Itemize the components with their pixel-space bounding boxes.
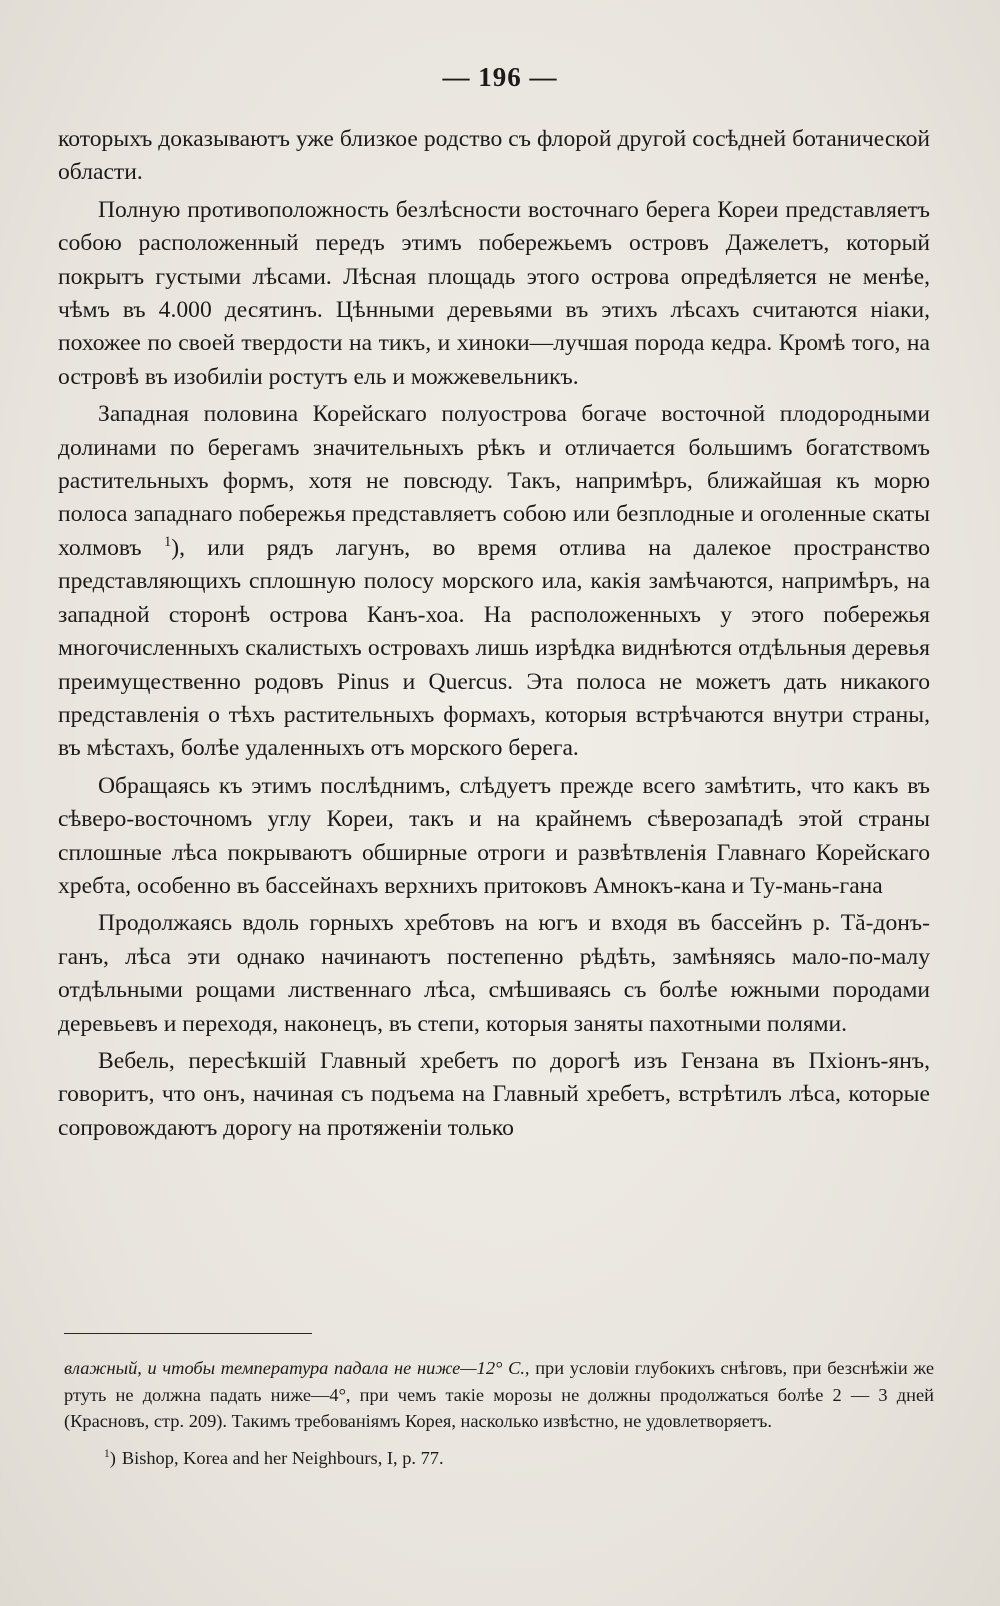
footnote-reference: 1 bbox=[163, 534, 172, 551]
footnote-1: $^1$) Bishop, Korea and her Neighbours, I, p. 77. bbox=[104, 1447, 444, 1468]
footnote-continued bbox=[64, 1355, 934, 1435]
paragraph-5: Продолжаясь вдоль горныхъ хребтовъ на югъ и входя въ бассейнъ р. Тă-донъ-ганъ, лѣса эти однако начинаютъ постепенно рѣдѣть, замѣняясь мало-по-малу отдѣльными рощами лиственнаго лѣса, смѣшиваясь съ болѣе южными породами деревьевъ и переходя, наконецъ, въ степи, которыя заняты пахотными полями. bbox=[58, 910, 930, 1037]
paragraph-6: Вебель, пересѣкшій Главный хребетъ по дорогѣ изъ Гензана въ Пхіонъ-янъ, говоритъ, что онъ, начиная съ подъема на Главный хребетъ, встрѣтилъ лѣса, которые сопровождаютъ дорогу на протяженіи только bbox=[58, 1047, 930, 1141]
footnotes bbox=[64, 1355, 934, 1471]
paragraph-2: Полную противоположность безлѣсности восточнаго берега Кореи представляетъ собою расположенный передъ этимъ побережьемъ островъ Дажелетъ, который покрытъ густыми лѣсами. Лѣсная площадь этого острова опредѣляется не менѣе, чѣмъ въ 4.000 десятинъ. Цѣнными деревьями въ этихъ лѣсахъ считаются ніаки, похожее по своей твердости на тикъ, и хиноки—лучшая порода кедра. Кромѣ того, на островѣ въ изобиліи ростутъ ель и можжевельникъ. bbox=[58, 196, 930, 390]
page-number: — 196 — bbox=[442, 62, 558, 92]
footnote-1-marker: 1 bbox=[104, 1447, 110, 1460]
paragraph-4: Обращаясь къ этимъ послѣднимъ, слѣдуетъ прежде всего замѣтить, что какъ въ сѣверо-восточномъ углу Кореи, такъ и на крайнемъ сѣверозападѣ этой страны сплошные лѣса покрываютъ обширные отроги и развѣтвленія Главнаго Корейскаго хребта, особенно въ бассейнахъ верхнихъ притоковъ Амнокъ-кана и Ту-мань-гана bbox=[58, 772, 930, 899]
paragraph-3 bbox=[58, 398, 930, 765]
footnote-continued-text: при условіи глубокихъ снѣговъ, при безснѣжіи же ртуть не должна падать ниже—4°, при чемъ такіе морозы не должны продолжаться болѣе 2 — 3 дней (Красновъ, стр. 209). Такимъ требованіямъ Корея, насколько извѣстно, не удовлетворяетъ. bbox=[64, 1358, 934, 1432]
footnote-continued-italic: влажный, и чтобы температура падала не ниже—12° С., bbox=[64, 1358, 530, 1378]
paragraph-1: которыхъ доказываютъ уже близкое родство съ флорой другой сосѣдней ботанической области. bbox=[58, 126, 930, 186]
paragraph-3-part-b: ), или рядъ лагунъ, во время отлива на далекое пространство представляющихъ сплошную полосу морского ила, какія замѣчаются, напримѣръ, на западной сторонѣ острова Канъ-хоа. На расположенныхъ у этого побережья многочисленныхъ скалистыхъ островахъ лишь изрѣдка виднѣются отдѣльныя деревья преимущественно родовъ Pinus и Quercus. Эта полоса не можетъ дать никакого представленія о тѣхъ растительныхъ формахъ, которыя встрѣчаются внутри страны, въ мѣстахъ, болѣе удаленныхъ отъ морского берега. bbox=[58, 534, 930, 762]
footnote-1-text: Bishop, Korea and her Neighbours, I, p. 77. bbox=[121, 1447, 444, 1468]
paragraph-3-part-a: Западная половина Корейскаго полуострова богаче восточной плодородными долинами по берегамъ значительныхъ рѣкъ и отличается большимъ богатствомъ растительныхъ формъ, хотя не повсюду. Такъ, напримѣръ, ближайшая къ морю полоса западнаго побережья представляетъ собою или безплодные и оголенные скаты холмовъ bbox=[58, 401, 930, 561]
footnote-divider bbox=[64, 1333, 312, 1334]
main-text bbox=[58, 123, 930, 1149]
